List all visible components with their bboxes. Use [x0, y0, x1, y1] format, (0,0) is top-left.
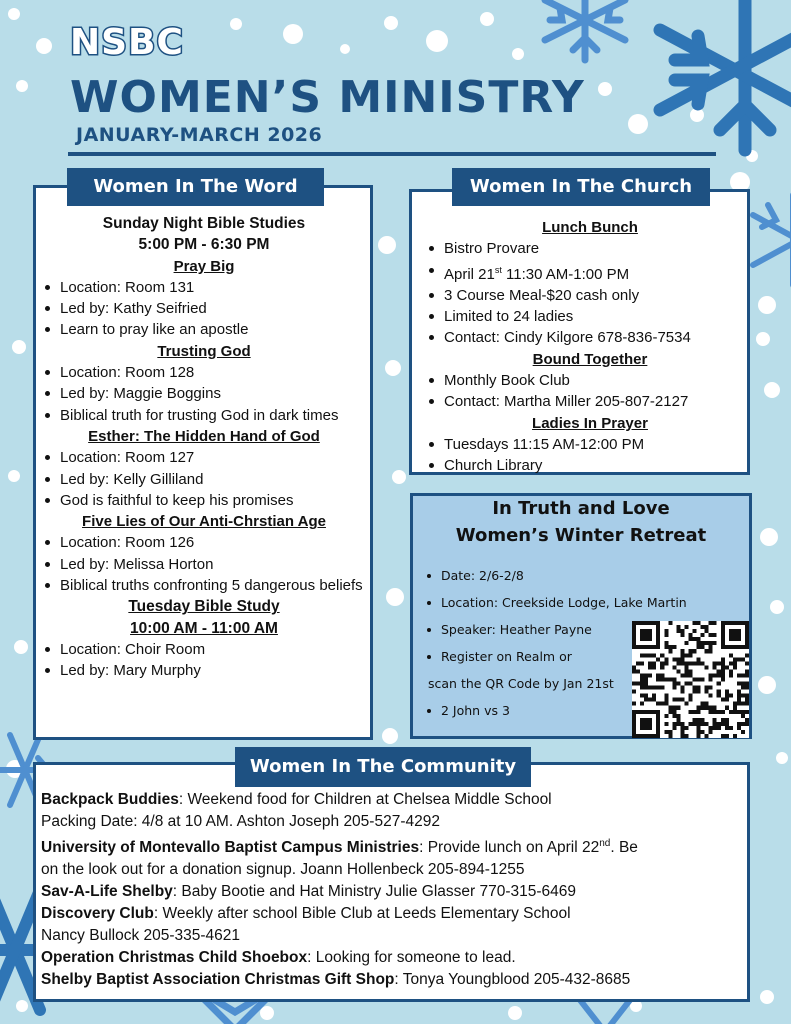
snow-dot — [385, 360, 401, 376]
list-item: Tuesdays 11:15 AM-12:00 PM — [424, 434, 746, 455]
org-name: University of Montevallo Baptist Campus Ministries — [41, 839, 420, 857]
snow-dot — [12, 340, 26, 354]
org-name: Backpack Buddies — [41, 791, 179, 808]
study-title: Trusting God — [157, 342, 251, 360]
date-suffix: st — [494, 264, 502, 275]
snow-dot — [283, 24, 303, 44]
list-item: Biblical truths confronting 5 dangerous beliefs — [40, 575, 368, 596]
org-text: : Provide lunch on April 22 — [419, 839, 600, 857]
snow-dot — [758, 676, 776, 694]
community-item-line: Packing Date: 4/8 at 10 AM. Ashton Joseph 205-527-4292 — [41, 813, 440, 830]
community-item-line: on the look out for a donation signup. Joann Hollenbeck 205-894-1255 — [41, 861, 525, 879]
study-list — [40, 362, 368, 426]
list-item: Biblical truth for trusting God in dark times — [40, 405, 368, 426]
snow-dot — [760, 990, 774, 1004]
sunday-studies-title: Sunday Night Bible Studies — [102, 215, 306, 232]
snow-dot — [392, 470, 406, 484]
study-title: Five Lies of Our Anti-Chrstian Age — [82, 513, 326, 531]
community-item — [41, 881, 638, 903]
study-list — [40, 447, 368, 511]
org-text: : Baby Bootie and Hat Ministry Julie Glasser 770-315-6469 — [172, 883, 576, 901]
retreat-title-line2: Women’s Winter Retreat — [455, 525, 707, 546]
snow-dot — [770, 600, 784, 614]
snow-dot — [756, 332, 770, 346]
prayer-list — [424, 434, 746, 477]
sunday-studies-time: 5:00 PM - 6:30 PM — [138, 236, 270, 254]
lunch-date: April 21 — [444, 265, 495, 283]
list-item: Contact: Cindy Kilgore 678-836-7534 — [424, 327, 746, 348]
community-item — [41, 833, 638, 859]
list-item: Location: Choir Room — [40, 639, 368, 660]
org-name: Sav-A-Life Shelby — [41, 883, 173, 901]
retreat-register: Register on Realm or — [423, 643, 687, 670]
snowflake-icon — [530, 0, 640, 70]
snow-dot — [230, 18, 242, 30]
snow-dot — [480, 12, 494, 26]
org-name: Shelby Baptist Association Christmas Gift Shop — [41, 971, 395, 989]
retreat-speaker: Speaker: Heather Payne — [423, 616, 687, 643]
snowflake-icon — [748, 185, 791, 295]
retreat-location: Location: Creekside Lodge, Lake Martin — [423, 589, 687, 616]
retreat-title-line1: In Truth and Love — [492, 498, 670, 519]
org-text: . Be — [610, 839, 638, 857]
list-item: Led by: Mary Murphy — [40, 660, 368, 681]
word-content — [40, 213, 368, 682]
list-item: Location: Room 131 — [40, 277, 368, 298]
study-list — [40, 532, 368, 596]
list-item: Location: Room 127 — [40, 447, 368, 468]
date-range: JANUARY-MARCH 2026 — [76, 124, 323, 146]
tuesday-study-title: Tuesday Bible Study — [128, 598, 280, 616]
lunch-list — [424, 238, 746, 348]
list-item: Led by: Kathy Seifried — [40, 298, 368, 319]
ladies-prayer-title: Ladies In Prayer — [532, 414, 648, 432]
bound-list — [424, 370, 746, 413]
snow-dot — [384, 16, 398, 30]
snow-dot — [776, 752, 788, 764]
snow-dot — [16, 80, 28, 92]
community-item — [41, 903, 638, 925]
qr-code-graphic — [632, 621, 749, 738]
org-logo: NSBC — [70, 22, 184, 63]
community-item — [41, 947, 638, 969]
list-item: Led by: Maggie Boggins — [40, 383, 368, 404]
header-divider — [68, 152, 716, 156]
snow-dot — [36, 38, 52, 54]
community-item — [41, 789, 638, 811]
list-item: Location: Room 128 — [40, 362, 368, 383]
snow-dot — [512, 48, 524, 60]
snow-dot — [426, 30, 448, 52]
snow-dot — [760, 528, 778, 546]
date-suffix: nd — [599, 838, 611, 849]
retreat-scan: scan the QR Code by Jan 21st — [428, 676, 614, 691]
community-item-line: Nancy Bullock 205-335-4621 — [41, 927, 241, 945]
list-item: Bistro Provare — [424, 238, 746, 259]
study-list — [40, 639, 368, 682]
list-item: Learn to pray like an apostle — [40, 319, 368, 340]
retreat-date: Date: 2/6-2/8 — [423, 562, 687, 589]
lunch-time: 11:30 AM-1:00 PM — [501, 265, 630, 283]
community-heading: Women In The Community — [235, 747, 531, 787]
snow-dot — [386, 588, 404, 606]
org-name: Operation Christmas Child Shoebox — [41, 949, 308, 967]
list-item: Led by: Kelly Gilliland — [40, 469, 368, 490]
list-item: Location: Room 126 — [40, 532, 368, 553]
study-title: Esther: The Hidden Hand of God — [88, 427, 320, 445]
list-item: Led by: Melissa Horton — [40, 554, 368, 575]
list-item: 3 Course Meal-$20 cash only — [424, 285, 746, 306]
church-heading: Women In The Church — [452, 168, 710, 206]
list-item: Contact: Martha Miller 205-807-2127 — [424, 391, 746, 412]
qr-code[interactable] — [632, 621, 749, 738]
study-title: Pray Big — [173, 257, 235, 275]
list-item: Church Library — [424, 455, 746, 476]
snow-dot — [382, 728, 398, 744]
snow-dot — [508, 1006, 522, 1020]
org-name: Discovery Club — [41, 905, 154, 923]
org-text: : Tonya Youngblood 205-432-8685 — [394, 971, 631, 989]
study-list — [40, 277, 368, 341]
snow-dot — [8, 470, 20, 482]
snow-dot — [758, 296, 776, 314]
org-text: : Weekend food for Children at Chelsea Middle School — [178, 791, 552, 808]
list-item — [424, 260, 746, 285]
retreat-section — [410, 493, 752, 739]
bound-together-title: Bound Together — [532, 350, 648, 368]
snow-dot — [378, 236, 396, 254]
org-text: : Weekly after school Bible Club at Leeds Elementary School — [153, 905, 571, 923]
snow-dot — [8, 8, 20, 20]
community-item — [41, 969, 638, 991]
lunch-bunch-title: Lunch Bunch — [542, 219, 638, 236]
tuesday-study-time: 10:00 AM - 11:00 AM — [130, 619, 278, 637]
snow-dot — [14, 640, 28, 654]
page-title: WOMEN’S MINISTRY — [70, 72, 585, 123]
snow-dot — [598, 82, 612, 96]
org-text: : Looking for someone to lead. — [307, 949, 516, 967]
word-heading: Women In The Word — [67, 168, 324, 206]
list-item: Limited to 24 ladies — [424, 306, 746, 327]
list-item: God is faithful to keep his promises — [40, 490, 368, 511]
retreat-verse: 2 John vs 3 — [423, 697, 687, 724]
snow-dot — [340, 44, 350, 54]
list-item: Monthly Book Club — [424, 370, 746, 391]
church-content — [424, 217, 746, 477]
snow-dot — [764, 382, 780, 398]
community-section — [33, 762, 750, 1002]
community-content — [41, 789, 638, 991]
